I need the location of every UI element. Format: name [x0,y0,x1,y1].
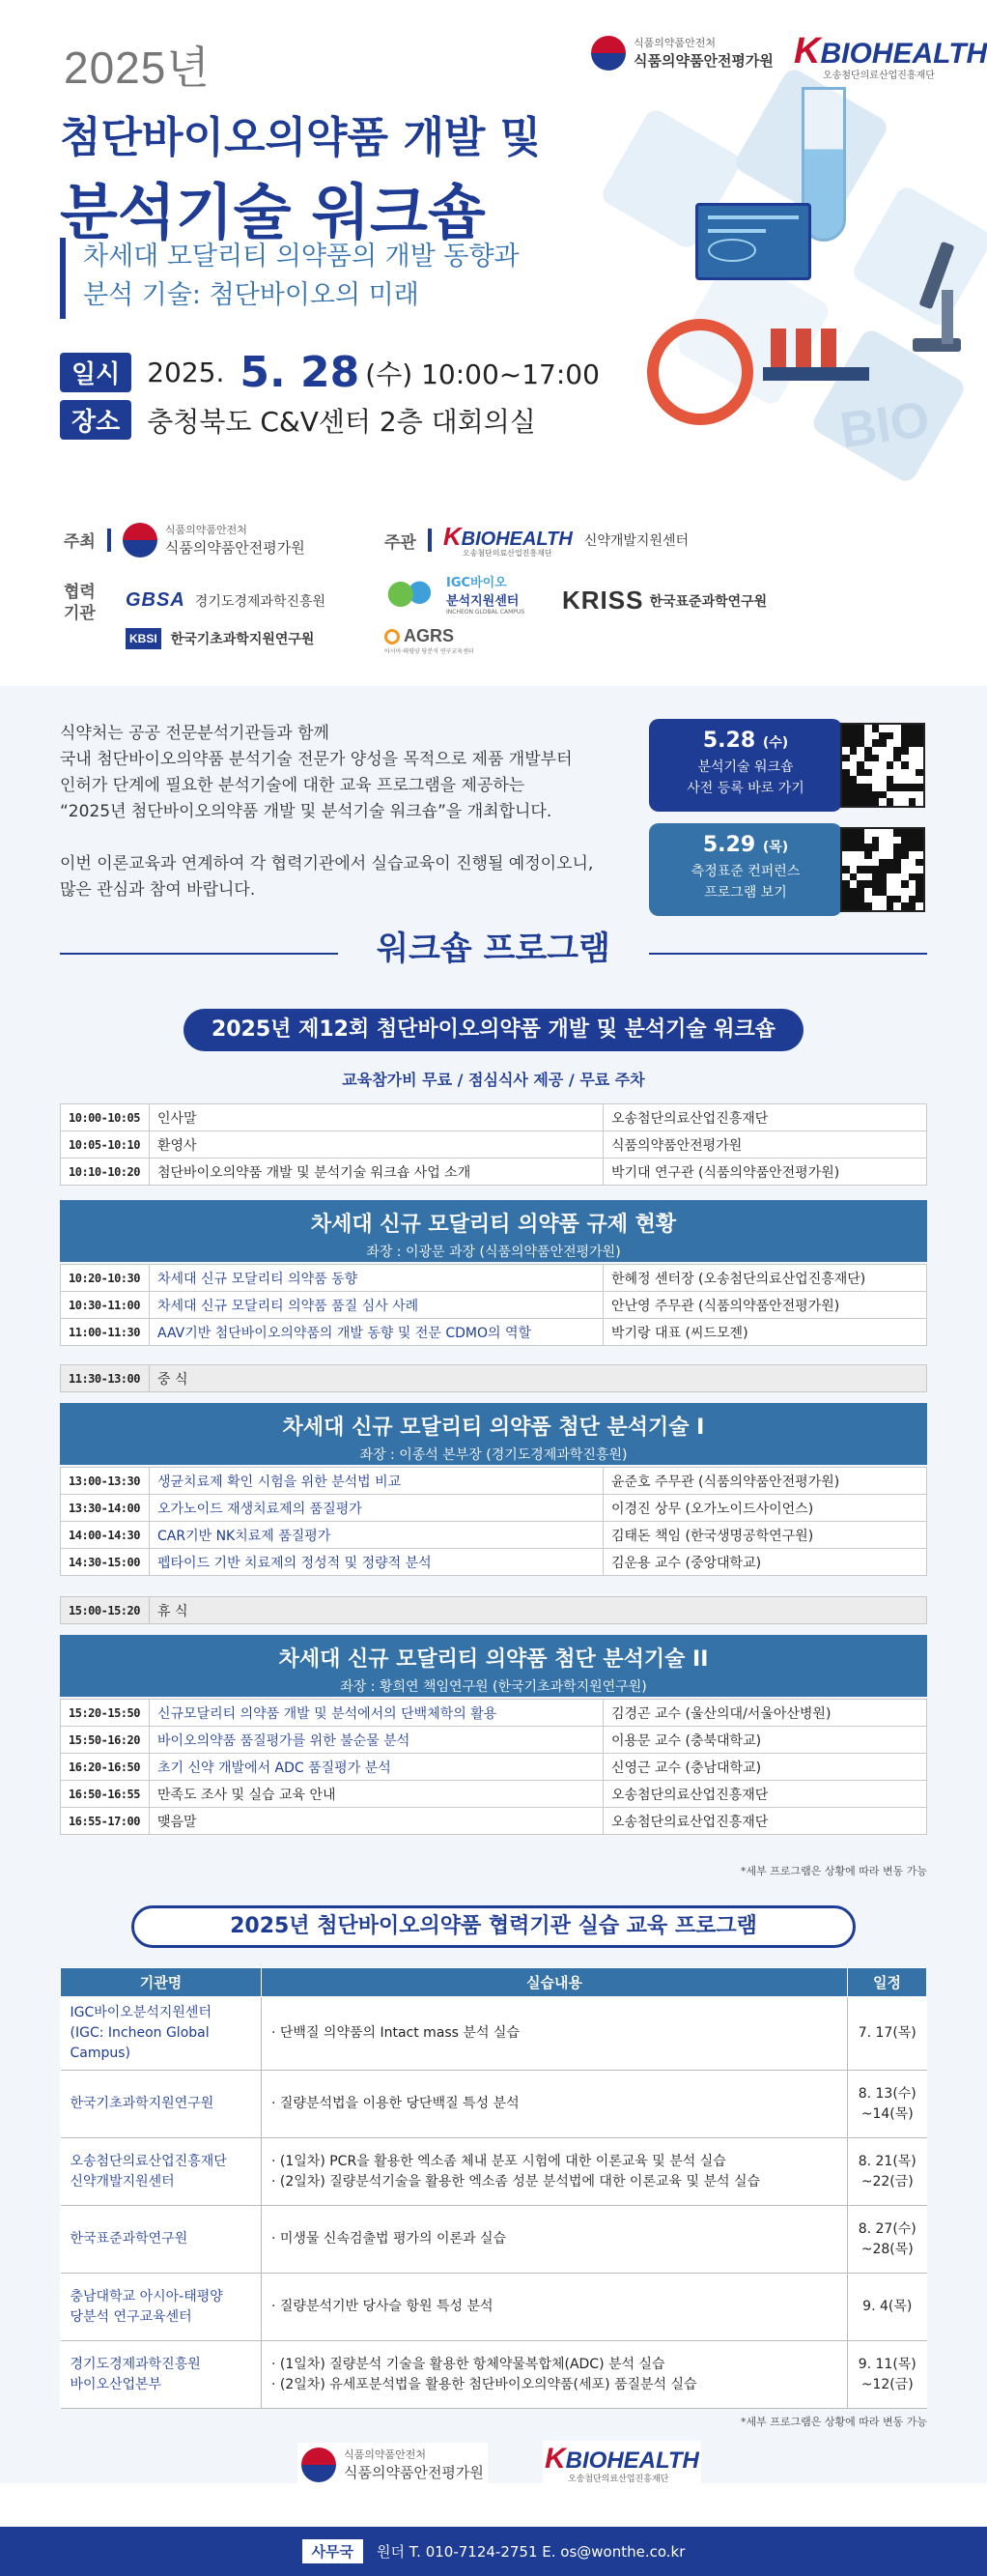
content-cell-line: · 질량분석법을 이용한 당단백질 특성 분석 [271,2096,520,2111]
date-label: 일시 [60,353,131,392]
title-cell: 인사말 [150,1104,604,1131]
title-cell: 첨단바이오의약품 개발 및 분석기술 워크숍 사업 소개 [150,1159,604,1186]
section2-chair: 좌장 : 이종석 본부장 (경기도경제과학진흥원) [359,1447,628,1463]
date-suffix: (수) 10:00~17:00 [365,358,600,390]
date-cell [848,2274,927,2341]
workshop-pill: 2025년 제12회 첨단바이오의약품 개발 및 분석기술 워크숍 [183,1009,804,1051]
title-cell: AAV기반 첨단바이오의약품의 개발 동향 및 전문 CDMO의 역할 [150,1319,604,1346]
mfds-small-text: 식품의약품안전처 [164,524,247,536]
speaker-cell: 오송첨단의료산업진흥재단 [604,1104,927,1131]
org-cell-line: 충남대학교 아시아-태평양 [70,2288,223,2304]
gbsa-mark: GBSA [126,589,185,611]
table-row [61,1468,927,1495]
org-cell-line: 경기도경제과학진흥원 [70,2356,201,2372]
content-cell-line: · (2일차) 질량분석기술을 활용한 엑소좀 성분 분석법에 대한 이론교육 및 분석 실습 [271,2173,760,2190]
mfds-small-text: 식품의약품안전처 [634,37,717,49]
title-cell: 중 식 [150,1365,927,1392]
kbio-k: K [442,522,462,551]
agrs-mark: AGRS [404,626,455,645]
intro-line: 식약처는 공공 전문분석기관들과 함께 [60,724,329,743]
date-cell-line: 8. 13(수) [858,2085,916,2102]
org-cell-line: 바이오산업본부 [70,2376,162,2392]
table-row [61,1549,927,1576]
organizer-label: 주관 [384,532,416,553]
place-label: 장소 [60,400,131,440]
footer-contact: 원더 T. 010-7124-2751 E. os@wonthe.co.kr [377,2543,686,2561]
kriss-mark: KRISS [562,586,644,615]
content-cell [262,2341,848,2409]
date-cell [848,2341,927,2409]
time-cell: 11:00-11:30 [61,1319,150,1346]
title-cell: 차세대 신규 모달리티 의약품 품질 심사 사례 [150,1292,604,1319]
speaker-cell: 오송첨단의료산업진흥재단 [604,1808,927,1835]
table-header-row [61,1968,927,1997]
org-cell [61,2206,262,2274]
time-cell: 10:20-10:30 [61,1265,150,1292]
speaker-cell: 김경곤 교수 (울산의대/서울아산병원) [604,1700,927,1727]
speaker-cell: 윤준호 주무관 (식품의약품안전평가원) [604,1468,927,1495]
title-cell: 생균치료제 확인 시험을 위한 분석법 비교 [150,1468,604,1495]
date-cell [848,2206,927,2274]
btn2-line2: 프로그램 보기 [704,885,787,901]
mfds-emblem-icon [591,36,626,71]
section3-table [60,1699,927,1781]
section1-chair: 좌장 : 이광문 과장 (식품의약품안전평가원) [366,1245,621,1260]
org-cell-line: IGC바이오분석지원센터 [70,2005,212,2020]
mfds-logo-top [591,35,774,71]
place-text: 충청북도 C&V센터 2층 대회의실 [147,405,536,438]
title-cell: 만족도 조사 및 실습 교육 안내 [150,1781,604,1808]
practice-row [61,1997,927,2071]
mfds-big-text: 식품의약품안전평가원 [634,52,774,70]
mfds-logo-bottom [297,2443,488,2486]
title-line2: 분석기술 워크숍 [60,177,486,247]
org-cell [61,1997,262,2071]
bio-text: BIO [836,390,934,460]
kbio-k: K [794,31,821,72]
title-cell: 바이오의약품 품질평가를 위한 불순물 분석 [150,1727,604,1754]
time-cell: 15:20-15:50 [61,1700,150,1727]
kbio-logo-organizer [443,522,573,558]
title-cell: 차세대 신규 모달리티 의약품 동향 [150,1265,604,1292]
section2-table [60,1467,927,1576]
hero-section [0,0,987,493]
content-cell [262,2138,848,2206]
content-cell [262,2071,848,2138]
btn1-line2: 사전 등록 바로 가기 [687,781,804,796]
speaker-cell: 신영근 교수 (충남대학교) [604,1754,927,1781]
table-row [61,1754,927,1781]
year: 2025년 [64,43,211,93]
intro-line: “2025년 첨단바이오의약품 개발 및 분석기술 워크숍”을 개최합니다. [60,802,552,821]
date-cell-line: ~12(금) [860,2376,914,2392]
agrs-logo [384,626,474,655]
fee-text: 교육참가비 무료 / 점심식사 제공 / 무료 주차 [342,1071,645,1089]
agrs-icon [384,629,400,644]
table-row [61,1700,927,1727]
organizer-extra: 신약개발지원센터 [583,533,690,549]
table-row [61,1292,927,1319]
title-cell: 신규모달리티 의약품 개발 및 분석에서의 단백체학의 활용 [150,1700,604,1727]
speaker-cell: 박기대 연구관 (식품의약품안전평가원) [604,1159,927,1186]
bottom-logos [0,2483,987,2527]
section2-header [60,1403,927,1465]
speaker-cell: 오송첨단의료산업진흥재단 [604,1781,927,1808]
title-cell: 초기 신약 개발에서 ADC 품질평가 분석 [150,1754,604,1781]
table-row [61,1781,927,1808]
time-cell: 13:00-13:30 [61,1468,150,1495]
kbsi-name: 한국기초과학지원연구원 [170,632,315,647]
closing-table [60,1780,927,1835]
section1-table [60,1264,927,1346]
content-cell-line: · (1일차) 질량분석 기술을 활용한 항체약물복합체(ADC) 분석 실습 [271,2356,665,2372]
speaker-cell: 이용문 교수 (충북대학교) [604,1727,927,1754]
subtitle [60,238,520,319]
section3-chair: 좌장 : 황희연 책임연구원 (한국기초과학지원연구원) [340,1679,647,1695]
practice-row [61,2138,927,2206]
time-cell: 14:00-14:30 [61,1522,150,1549]
magnifier-icon [647,319,753,425]
time-cell: 16:20-16:50 [61,1754,150,1781]
footer [0,2527,987,2576]
program-title: 워크숍 프로그램 [377,930,610,968]
speaker-cell: 김태돈 책임 (한국생명공학연구원) [604,1522,927,1549]
time-cell: 13:30-14:00 [61,1495,150,1522]
title-cell: 펩타이드 기반 치료제의 정성적 및 정량적 분석 [150,1549,604,1576]
btn1-day: (수) [762,735,789,751]
time-cell: 10:30-11:00 [61,1292,150,1319]
section3-header [60,1635,927,1697]
qr-code-register[interactable] [840,723,925,808]
section3-title: 차세대 신규 모달리티 의약품 첨단 분석기술 II [278,1647,709,1672]
table-row [61,1522,927,1549]
table-row [61,1495,927,1522]
lunch-table [60,1364,927,1392]
org-cell-line: (IGC: Incheon Global Campus) [70,2025,210,2061]
table-row [61,1808,927,1835]
table-row [61,1159,927,1186]
opening-table [60,1103,927,1186]
mfds-small-text: 식품의약품안전처 [344,2448,427,2461]
btn2-day: (목) [762,840,789,855]
content-cell [262,2206,848,2274]
intro-line [60,825,639,851]
time-cell: 15:00-15:20 [61,1597,150,1624]
btn2-date: 5.29 [702,833,756,857]
org-cell [61,2341,262,2409]
table-row [61,1131,927,1159]
date-cell [848,2138,927,2206]
org-cell [61,2274,262,2341]
col-content: 실습내용 [262,1968,848,1997]
content-cell [262,1997,848,2071]
kbsi-mark: KBSI [126,628,161,649]
practice-pill: 2025년 첨단바이오의약품 협력기관 실습 교육 프로그램 [131,1905,856,1948]
time-cell: 14:30-15:00 [61,1549,150,1576]
speaker-cell: 김운용 교수 (중앙대학교) [604,1549,927,1576]
date-cell-line: ~28(목) [860,2241,914,2257]
kbio-name: BIOHEALTH [820,38,987,70]
practice-row [61,2274,927,2341]
host-row [64,522,305,558]
conference-button[interactable] [649,823,842,916]
time-cell: 16:50-16:55 [61,1781,150,1808]
kbio-sub: 오송첨단의료산업진흥재단 [823,71,935,81]
date-cell-line: 8. 27(수) [858,2220,916,2237]
igc-line2: 분석지원센터 [446,594,520,609]
table-row [61,1265,927,1292]
gbsa-logo [126,589,325,612]
tube-rack-icon [763,329,869,386]
organizer-row [384,522,689,558]
col-date: 일정 [848,1968,927,1997]
date-cell-line: ~22(금) [860,2173,914,2190]
kriss-name: 한국표준과학연구원 [649,593,768,610]
org-cell-line: 당분석 연구교육센터 [70,2308,192,2325]
content-cell-line: · (2일차) 유세포분석법을 활용한 첨단바이오의약품(세포) 품질분석 실습 [271,2376,697,2392]
intro-text [60,721,639,903]
intro-line: 인허가 단계에 필요한 분석기술에 대한 교육 프로그램을 제공하는 [60,776,525,795]
mfds-emblem-icon [123,523,157,558]
kbio-k: K [545,2443,566,2475]
kbio-name: BIOHEALTH [565,2447,699,2474]
speaker-cell: 이경진 상무 (오가노이드사이언스) [604,1495,927,1522]
time-cell: 11:30-13:00 [61,1365,150,1392]
practice-row [61,2341,927,2409]
table-row [61,1597,927,1624]
register-button[interactable] [649,719,842,812]
agrs-sub: 아시아·태평양 당분석 연구교육센터 [384,648,474,655]
time-cell: 10:00-10:05 [61,1104,150,1131]
btn1-line1: 분석기술 워크숍 [697,759,794,775]
content-cell-line: · (1일차) PCR을 활용한 엑소좀 체내 분포 시험에 대한 이론교육 및 분석 실습 [271,2153,726,2169]
lab-illustration [579,87,985,483]
intro-line: 이번 이론교육과 연계하여 각 협력기관에서 실습교육이 진행될 예정이오니, [60,854,594,873]
igc-line1: IGC바이오 [446,576,507,590]
kbio-sub: 오송첨단의료산업진흥재단 [568,2475,669,2484]
footer-tag: 사무국 [302,2539,363,2563]
qr-code-conference[interactable] [840,827,925,912]
kbio-logo-top [794,31,987,81]
practice-table [60,1967,927,2409]
intro-line: 국내 첨단바이오의약품 분석기술 전문가 양성을 목적으로 제품 개발부터 [60,750,573,769]
practice-row [61,2071,927,2138]
kbio-name: BIOHEALTH [461,529,573,550]
col-org: 기관명 [61,1968,262,1997]
content-cell-line: · 단백질 의약품의 Intact mass 분석 실습 [271,2025,520,2041]
content-cell [262,2274,848,2341]
btn2-line1: 측정표준 컨퍼런스 [691,864,801,879]
monitor-icon [695,203,811,280]
mfds-emblem-icon [301,2447,336,2482]
kbsi-logo [126,628,314,649]
org-cell-line: 오송첨단의료산업진흥재단 [70,2153,227,2169]
kbio-sub: 오송첨단의료산업진흥재단 [462,549,552,558]
kbio-logo-bottom [543,2441,701,2486]
practice-note: *세부 프로그램은 상황에 따라 변동 가능 [741,2416,927,2428]
section1-title: 차세대 신규 모달리티 의약품 규제 현황 [310,1213,677,1237]
time-cell: 10:05-10:10 [61,1131,150,1159]
place-row [60,400,536,440]
gbsa-name: 경기도경제과학진흥원 [194,593,326,610]
igc-logo [384,572,524,615]
time-cell: 15:50-16:20 [61,1727,150,1754]
btn1-date: 5.28 [702,729,756,753]
date-cell [848,2071,927,2138]
speaker-cell: 안난영 주무관 (식품의약품안전평가원) [604,1292,927,1319]
organizers [0,493,987,686]
date-cell-line: ~14(목) [860,2105,914,2122]
mfds-big-text: 식품의약품안전평가원 [164,539,305,557]
content-cell-line: · 질량분석기반 당사슬 항원 특성 분석 [271,2299,494,2314]
subtitle-line2: 분석 기술: 첨단바이오의 미래 [83,280,419,310]
igc-sub: INCHEON GLOBAL CAMPUS [446,609,525,615]
program-section [0,686,987,2483]
time-cell: 16:55-17:00 [61,1808,150,1835]
speaker-cell: 박기랑 대표 (씨드모젠) [604,1319,927,1346]
title-rule-right [649,953,927,955]
table-row [61,1319,927,1346]
table-row [61,1365,927,1392]
org-cell-line: 신약개발지원센터 [70,2173,175,2190]
break-table [60,1596,927,1624]
table-row [61,1104,927,1131]
section1-header [60,1200,927,1262]
mfds-big-text: 식품의약품안전평가원 [344,2464,484,2481]
title-cell: 오가노이드 재생치료제의 품질평가 [150,1495,604,1522]
title-cell: CAR기반 NK치료제 품질평가 [150,1522,604,1549]
date-cell-line: 8. 21(목) [858,2153,916,2169]
mfds-logo-host [123,522,305,558]
org-cell-line: 한국표준과학연구원 [70,2231,188,2247]
title-line1: 첨단바이오의약품 개발 및 [60,113,542,162]
date-row [60,348,600,397]
speaker-cell: 식품의약품안전평가원 [604,1131,927,1159]
igc-mark-icon [384,578,438,611]
table-row [61,1727,927,1754]
title-cell: 휴 식 [150,1597,927,1624]
partner-label: 협력기관 [64,583,96,623]
org-cell [61,2138,262,2206]
practice-row [61,2206,927,2274]
date-cell-line: 7. 17(목) [858,2025,916,2041]
microscope-icon [913,242,961,358]
date-prefix: 2025. [147,357,225,388]
program-note: *세부 프로그램은 상황에 따라 변동 가능 [741,1865,927,1877]
title-cell: 맺음말 [150,1808,604,1835]
date-cell [848,1997,927,2071]
intro-line: 많은 관심과 참여 바랍니다. [60,880,256,900]
speaker-cell: 한혜정 센터장 (오송첨단의료산업진흥재단) [604,1265,927,1292]
title-cell: 환영사 [150,1131,604,1159]
org-cell [61,2071,262,2138]
date-big: 5. 28 [240,348,360,397]
date-cell-line: 9. 11(목) [858,2356,916,2372]
content-cell-line: · 미생물 신속검출법 평가의 이론과 실습 [271,2231,507,2247]
org-cell-line: 한국기초과학지원연구원 [70,2096,214,2111]
kriss-logo [562,586,767,615]
subtitle-line1: 차세대 모달리티 의약품의 개발 동향과 [83,242,520,272]
time-cell: 10:10-10:20 [61,1159,150,1186]
date-cell-line: 9. 4(목) [862,2299,913,2314]
section2-title: 차세대 신규 모달리티 의약품 첨단 분석기술 I [282,1416,705,1440]
host-label: 주최 [64,532,96,552]
